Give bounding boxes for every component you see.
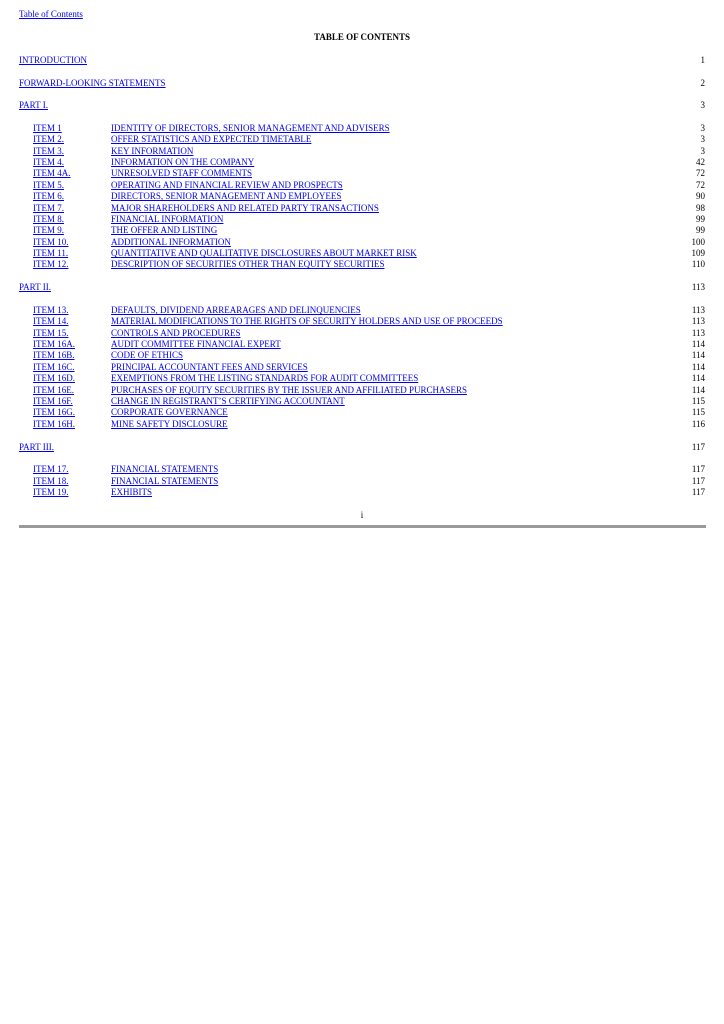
- toc-item-number-link[interactable]: ITEM 16F.: [33, 396, 73, 406]
- toc-item-row: [33, 396, 705, 407]
- toc-item-row: [33, 225, 705, 236]
- toc-item-number-link[interactable]: ITEM 16E.: [33, 385, 74, 395]
- toc-item-row: [33, 168, 705, 179]
- toc-item-title-link[interactable]: EXHIBITS: [111, 487, 152, 497]
- toc-page-number: 99: [696, 225, 705, 235]
- toc-item-number-link[interactable]: ITEM 4.: [33, 157, 64, 167]
- toc-page-number: 109: [691, 248, 705, 258]
- page-divider: [19, 525, 706, 528]
- toc-page-number: 1: [700, 55, 705, 65]
- toc-item-title-link[interactable]: PURCHASES OF EQUITY SECURITIES BY THE ISSUER AND AFFILIATED PURCHASERS: [111, 385, 467, 395]
- toc-item-number-link[interactable]: ITEM 16B.: [33, 350, 75, 360]
- toc-item-number-link[interactable]: ITEM 16C.: [33, 362, 75, 372]
- toc-page-number: 72: [696, 168, 705, 178]
- toc-item-row: [33, 328, 705, 339]
- toc-item-row: [33, 237, 705, 248]
- toc-page-number: 2: [700, 78, 705, 88]
- toc-item-number-link[interactable]: ITEM 2.: [33, 134, 64, 144]
- toc-page-number: 3: [700, 100, 705, 110]
- toc-item-number-link[interactable]: ITEM 15.: [33, 328, 69, 338]
- toc-item-row: [33, 305, 705, 316]
- toc-item-number-link[interactable]: ITEM 16A.: [33, 339, 75, 349]
- toc-page-number: 110: [691, 259, 705, 269]
- toc-page-number: 114: [691, 385, 705, 395]
- toc-item-row: [33, 419, 705, 430]
- toc-item-row: [33, 407, 705, 418]
- toc-item-number-link[interactable]: ITEM 10.: [33, 237, 69, 247]
- toc-item-number-link[interactable]: ITEM 14.: [33, 316, 69, 326]
- toc-item-title-link[interactable]: DIRECTORS, SENIOR MANAGEMENT AND EMPLOYEES: [111, 191, 342, 201]
- page-title: TABLE OF CONTENTS: [313, 32, 411, 42]
- toc-item-title-link[interactable]: FINANCIAL STATEMENTS: [111, 464, 219, 474]
- toc-item-title-link[interactable]: EXEMPTIONS FROM THE LISTING STANDARDS FOR AUDIT COMMITTEES: [111, 373, 419, 383]
- toc-page-number: 72: [696, 180, 705, 190]
- toc-item-number-link[interactable]: ITEM 7.: [33, 203, 64, 213]
- toc-item-number-link[interactable]: ITEM 1: [33, 123, 62, 133]
- toc-item-row: [33, 350, 705, 361]
- toc-item-title-link[interactable]: IDENTITY OF DIRECTORS, SENIOR MANAGEMENT AND ADVISERS: [111, 123, 390, 133]
- toc-link-introduction[interactable]: INTRODUCTION: [19, 55, 87, 65]
- toc-item-number-link[interactable]: ITEM 17.: [33, 464, 69, 474]
- toc-item-title-link[interactable]: KEY INFORMATION: [111, 146, 194, 156]
- toc-link-forward-looking-statements[interactable]: FORWARD-LOOKING STATEMENTS: [19, 78, 166, 88]
- toc-page-number: 114: [691, 373, 705, 383]
- toc-row-part-ii: [19, 282, 705, 293]
- toc-item-title-link[interactable]: CODE OF ETHICS: [111, 350, 184, 360]
- toc-item-number-link[interactable]: ITEM 8.: [33, 214, 64, 224]
- toc-item-row: [33, 362, 705, 373]
- toc-page-number: 117: [691, 487, 705, 497]
- toc-item-row: [33, 316, 705, 327]
- toc-item-row: [33, 339, 705, 350]
- toc-page-number: 99: [696, 214, 705, 224]
- toc-item-row: [33, 123, 705, 134]
- toc-item-number-link[interactable]: ITEM 11.: [33, 248, 69, 258]
- toc-item-row: [33, 464, 705, 475]
- toc-item-title-link[interactable]: UNRESOLVED STAFF COMMENTS: [111, 168, 252, 178]
- toc-page-number: 115: [691, 396, 705, 406]
- toc-item-number-link[interactable]: ITEM 18.: [33, 476, 69, 486]
- toc-page-number: 114: [691, 362, 705, 372]
- toc-item-number-link[interactable]: ITEM 9.: [33, 225, 64, 235]
- toc-page-number: 117: [691, 442, 705, 452]
- toc-page-number: 114: [691, 350, 705, 360]
- toc-item-row: [33, 487, 705, 498]
- toc-row-forward-looking: [19, 78, 705, 89]
- toc-page-number: 113: [691, 305, 705, 315]
- toc-item-row: [33, 373, 705, 384]
- toc-link-part-i[interactable]: PART I.: [19, 100, 48, 110]
- toc-item-title-link[interactable]: PRINCIPAL ACCOUNTANT FEES AND SERVICES: [111, 362, 308, 372]
- toc-page-number: 116: [691, 419, 705, 429]
- toc-item-row: [33, 248, 705, 259]
- toc-item-row: [33, 180, 705, 191]
- toc-item-number-link[interactable]: ITEM 16D.: [33, 373, 75, 383]
- toc-item-title-link[interactable]: INFORMATION ON THE COMPANY: [111, 157, 255, 167]
- toc-page-number: 117: [691, 464, 705, 474]
- toc-item-title-link[interactable]: CORPORATE GOVERNANCE: [111, 407, 228, 417]
- toc-item-title-link[interactable]: FINANCIAL INFORMATION: [111, 214, 224, 224]
- toc-page-number: 3: [700, 134, 705, 144]
- toc-item-row: [33, 203, 705, 214]
- toc-item-number-link[interactable]: ITEM 6.: [33, 191, 64, 201]
- toc-item-row: [33, 476, 705, 487]
- toc-item-title-link[interactable]: MAJOR SHAREHOLDERS AND RELATED PARTY TRANSACTIONS: [111, 203, 379, 213]
- toc-row-part-iii: [19, 442, 705, 453]
- toc-link-part-iii[interactable]: PART III.: [19, 442, 54, 452]
- toc-item-title-link[interactable]: THE OFFER AND LISTING: [111, 225, 218, 235]
- toc-item-row: [33, 191, 705, 202]
- toc-item-title-link[interactable]: ADDITIONAL INFORMATION: [111, 237, 231, 247]
- toc-item-title-link[interactable]: CONTROLS AND PROCEDURES: [111, 328, 241, 338]
- toc-page-number: 42: [696, 157, 705, 167]
- toc-page-number: 114: [691, 339, 705, 349]
- toc-item-title-link[interactable]: CHANGE IN REGISTRANT’S CERTIFYING ACCOUNTANT: [111, 396, 345, 406]
- toc-item-title-link[interactable]: FINANCIAL STATEMENTS: [111, 476, 219, 486]
- toc-item-number-link[interactable]: ITEM 16G.: [33, 407, 75, 417]
- toc-item-title-link[interactable]: AUDIT COMMITTEE FINANCIAL EXPERT: [111, 339, 281, 349]
- toc-page-number: 98: [696, 203, 705, 213]
- toc-item-title-link[interactable]: OFFER STATISTICS AND EXPECTED TIMETABLE: [111, 134, 312, 144]
- toc-page-number: 117: [691, 476, 705, 486]
- toc-page-number: 113: [691, 328, 705, 338]
- toc-row-part-i: [19, 100, 705, 111]
- toc-item-title-link[interactable]: DEFAULTS, DIVIDEND ARREARAGES AND DELINQUENCIES: [111, 305, 361, 315]
- toc-link-part-ii[interactable]: PART II.: [19, 282, 51, 292]
- toc-item-title-link[interactable]: MINE SAFETY DISCLOSURE: [111, 419, 228, 429]
- toc-page-number: 113: [691, 282, 705, 292]
- toc-page-number: 3: [700, 123, 705, 133]
- toc-page-number: 100: [691, 237, 705, 247]
- page-number: i: [360, 510, 364, 520]
- toc-page-number: 90: [696, 191, 705, 201]
- toc-item-row: [33, 157, 705, 168]
- toc-item-number-link[interactable]: ITEM 16H.: [33, 419, 75, 429]
- toc-item-number-link[interactable]: ITEM 5.: [33, 180, 64, 190]
- toc-item-title-link[interactable]: OPERATING AND FINANCIAL REVIEW AND PROSPECTS: [111, 180, 343, 190]
- toc-item-number-link[interactable]: ITEM 4A.: [33, 168, 71, 178]
- toc-item-row: [33, 385, 705, 396]
- toc-item-title-link[interactable]: DESCRIPTION OF SECURITIES OTHER THAN EQUITY SECURITIES: [111, 259, 385, 269]
- toc-item-row: [33, 134, 705, 145]
- toc-page-number: 115: [691, 407, 705, 417]
- toc-item-number-link[interactable]: ITEM 3.: [33, 146, 64, 156]
- toc-item-number-link[interactable]: ITEM 19.: [33, 487, 69, 497]
- toc-item-title-link[interactable]: QUANTITATIVE AND QUALITATIVE DISCLOSURES ABOUT MARKET RISK: [111, 248, 417, 258]
- toc-item-number-link[interactable]: ITEM 12.: [33, 259, 69, 269]
- table-of-contents-link[interactable]: Table of Contents: [19, 9, 83, 19]
- toc-item-row: [33, 259, 705, 270]
- toc-item-number-link[interactable]: ITEM 13.: [33, 305, 69, 315]
- toc-row-introduction: [19, 55, 705, 66]
- toc-item-title-link[interactable]: MATERIAL MODIFICATIONS TO THE RIGHTS OF SECURITY HOLDERS AND USE OF PROCEEDS: [111, 316, 503, 326]
- toc-item-row: [33, 146, 705, 157]
- toc-page-number: 3: [700, 146, 705, 156]
- toc-item-row: [33, 214, 705, 225]
- toc-page-number: 113: [691, 316, 705, 326]
